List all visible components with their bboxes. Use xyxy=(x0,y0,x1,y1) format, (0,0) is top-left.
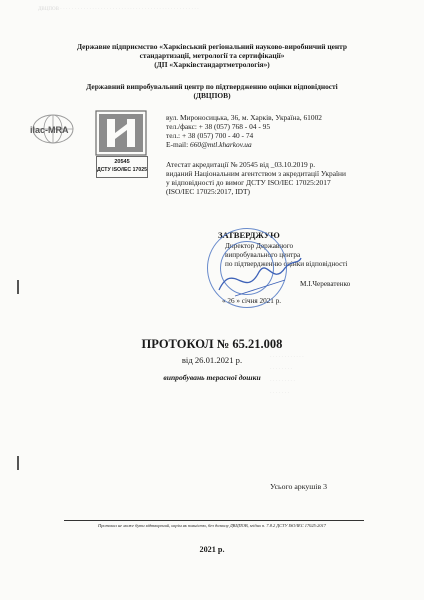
email-link[interactable]: 660@mtl.kharkov.ua xyxy=(190,140,252,149)
approval-position-line2: випробувального центра xyxy=(225,251,301,259)
badge-number: 20545 xyxy=(114,159,130,165)
approval-position-line3: по підтвердженню оцінки відповідності xyxy=(225,260,348,268)
org-name-line1: Державне підприємство «Харківський регіональний науково-виробничий центр xyxy=(77,42,347,51)
contact-email-row xyxy=(166,140,252,149)
org-name-line3: (ДП «Харківстандартметрологія») xyxy=(154,60,270,69)
reproduction-notice: Протокол не може бути відтворений, окрім як повністю, без дозволу ДВЦПОВ, згідно п. 7.8.2 ДСТУ ISO/IEC 17025:2017 xyxy=(98,523,326,528)
ilac-logo-text: ilac-MRA xyxy=(30,125,69,135)
contact-phone: тел.: + 38 (057) 700 - 40 - 74 xyxy=(166,131,254,140)
approval-signer: М.І.Череватенко xyxy=(300,280,351,288)
accreditation-certificate: Атестат акредитації № 20545 від _03.10.2019 р. xyxy=(166,160,316,169)
contact-address: вул. Мироносицька, 36, м. Харків, Україна, 61002 xyxy=(166,113,322,122)
protocol-title: ПРОТОКОЛ № 65.21.008 xyxy=(141,337,283,351)
accreditation-issuer: виданий Національним агентством з акредитації України xyxy=(166,169,346,178)
protocol-date: від 26.01.2021 р. xyxy=(181,355,243,365)
ilac-mra-logo xyxy=(28,113,78,153)
naau-logo xyxy=(90,110,152,180)
signature-mark xyxy=(215,250,305,310)
naau-emblem-icon xyxy=(90,110,152,156)
margin-mark-lower xyxy=(17,456,19,470)
accreditation-standard: у відповідності до вимог ДСТУ ISO/IEC 17025:2017 xyxy=(166,178,331,187)
center-name-line1: Державний випробувальний центр по підтвердженню оцінки відповідності xyxy=(86,82,338,91)
org-name-line2: стандартизації, метрології та сертифікації» xyxy=(139,51,285,60)
footer-year: 2021 р. xyxy=(199,545,225,554)
footer-divider xyxy=(64,520,364,521)
approval-position-line1: Директор Державного xyxy=(225,242,294,250)
accreditation-iso: (ISO/IEC 17025:2017, IDT) xyxy=(166,187,250,196)
center-name-line2: (ДВЦПОВ) xyxy=(193,91,231,100)
margin-mark-upper xyxy=(17,280,19,294)
contact-phone-fax: тел./факс: + 38 (057) 768 - 04 - 95 xyxy=(166,122,271,131)
email-label: E-mail: xyxy=(166,140,191,149)
bleed-through-text: ДВЦПОВ · · · · · · · · · · · · · · · · · · · · · · · · · · · · · · · · · · · · · · · · · · · · · · · · xyxy=(38,7,199,12)
approval-date: « 26 » січня 2021 р. xyxy=(222,297,282,305)
protocol-subject: випробувань терасної дошки xyxy=(163,373,261,382)
bleed-through-table: · · · · · · · · · · · · · · · · · · · · · · · · · · · · · · · · · · · · xyxy=(270,355,304,396)
approval-title: ЗАТВЕРДЖУЮ xyxy=(218,230,280,240)
accreditation-badge xyxy=(96,156,148,178)
sheets-count: Усього аркушів 3 xyxy=(270,482,327,491)
badge-standard: ДСТУ ISO/IEC 17025 xyxy=(97,167,148,173)
